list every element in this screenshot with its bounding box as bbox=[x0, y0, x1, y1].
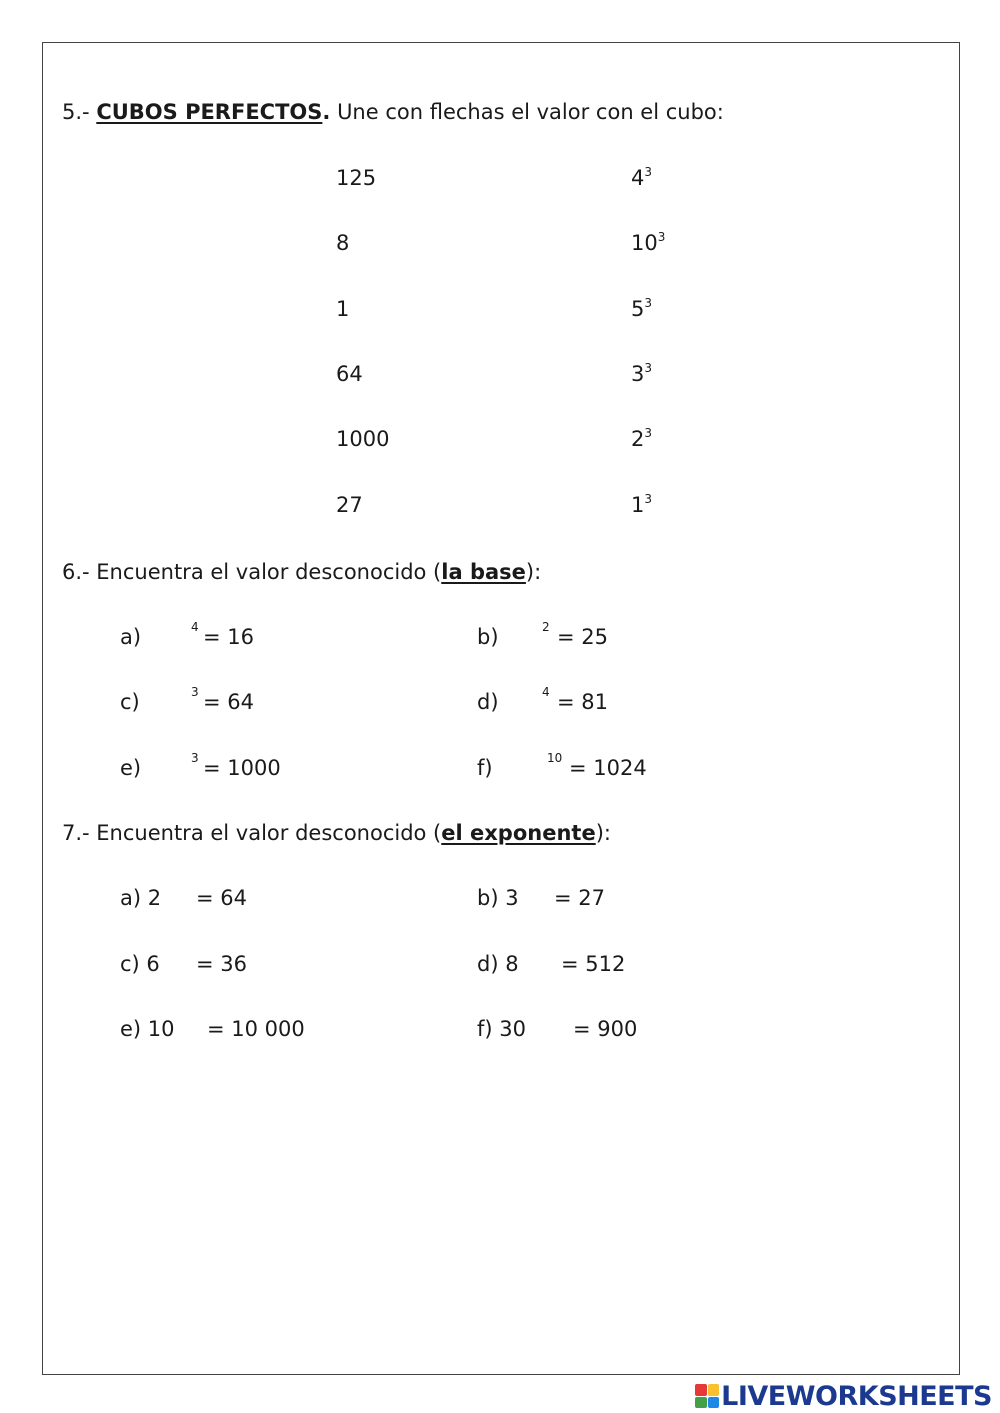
q5-title: CUBOS PERFECTOS bbox=[96, 100, 323, 124]
logo-text: LIVEWORKSHEETS bbox=[721, 1380, 992, 1412]
q5-cube: $10^3$ bbox=[631, 230, 666, 255]
liveworksheets-logo bbox=[695, 1381, 992, 1411]
q7-item-a: a) 2 = 64 bbox=[120, 886, 247, 910]
liveworksheets-logo-icon bbox=[695, 1384, 719, 1408]
q7-heading-end: ): bbox=[595, 821, 611, 845]
q5-value: 64 bbox=[336, 362, 363, 386]
q6-heading-end: ): bbox=[525, 560, 542, 584]
q7-item-f: f) 30 = 900 bbox=[477, 1017, 638, 1041]
q5-heading bbox=[62, 102, 724, 123]
q7-item-d: d) 8 = 512 bbox=[477, 952, 626, 976]
q6-item-b: b) 2 = 25 bbox=[477, 620, 608, 649]
q5-value: 1 bbox=[336, 297, 350, 321]
q5-value: 8 bbox=[336, 231, 350, 255]
q5-value: 27 bbox=[336, 493, 363, 517]
q5-cube: $2^3$ bbox=[631, 426, 653, 451]
q6-item-a: a) 4 = 16 bbox=[120, 620, 254, 649]
q5-cube: $1^3$ bbox=[631, 492, 653, 517]
q5-cube: $5^3$ bbox=[631, 296, 653, 321]
q7-heading-text: 7.- Encuentra el valor desconocido ( bbox=[62, 821, 442, 845]
q7-highlight: el exponente bbox=[441, 821, 596, 845]
q5-cube: $4^3$ bbox=[631, 165, 653, 190]
q5-cube: $3^3$ bbox=[631, 361, 653, 386]
q6-item-f: f) 10 = 1024 bbox=[477, 751, 647, 780]
q7-item-b: b) 3 = 27 bbox=[477, 886, 605, 910]
q7-item-e: e) 10 = 10 000 bbox=[120, 1017, 305, 1041]
q5-number: 5.- bbox=[62, 100, 90, 124]
q6-heading bbox=[62, 562, 541, 583]
q5-instruction: Une con flechas el valor con el cubo: bbox=[337, 100, 724, 124]
q6-item-d: d) 4 = 81 bbox=[477, 685, 608, 714]
q7-item-c: c) 6 = 36 bbox=[120, 952, 247, 976]
q5-value: 125 bbox=[336, 166, 377, 190]
worksheet-frame bbox=[42, 42, 960, 1375]
q7-heading bbox=[62, 823, 611, 844]
q6-item-c: c) 3 = 64 bbox=[120, 685, 254, 714]
q5-value: 1000 bbox=[336, 427, 390, 451]
q6-highlight: la base bbox=[441, 560, 526, 584]
q6-heading-text: 6.- Encuentra el valor desconocido ( bbox=[62, 560, 442, 584]
q5-title-dot: . bbox=[322, 100, 331, 124]
q6-item-e: e) 3 = 1000 bbox=[120, 751, 281, 780]
